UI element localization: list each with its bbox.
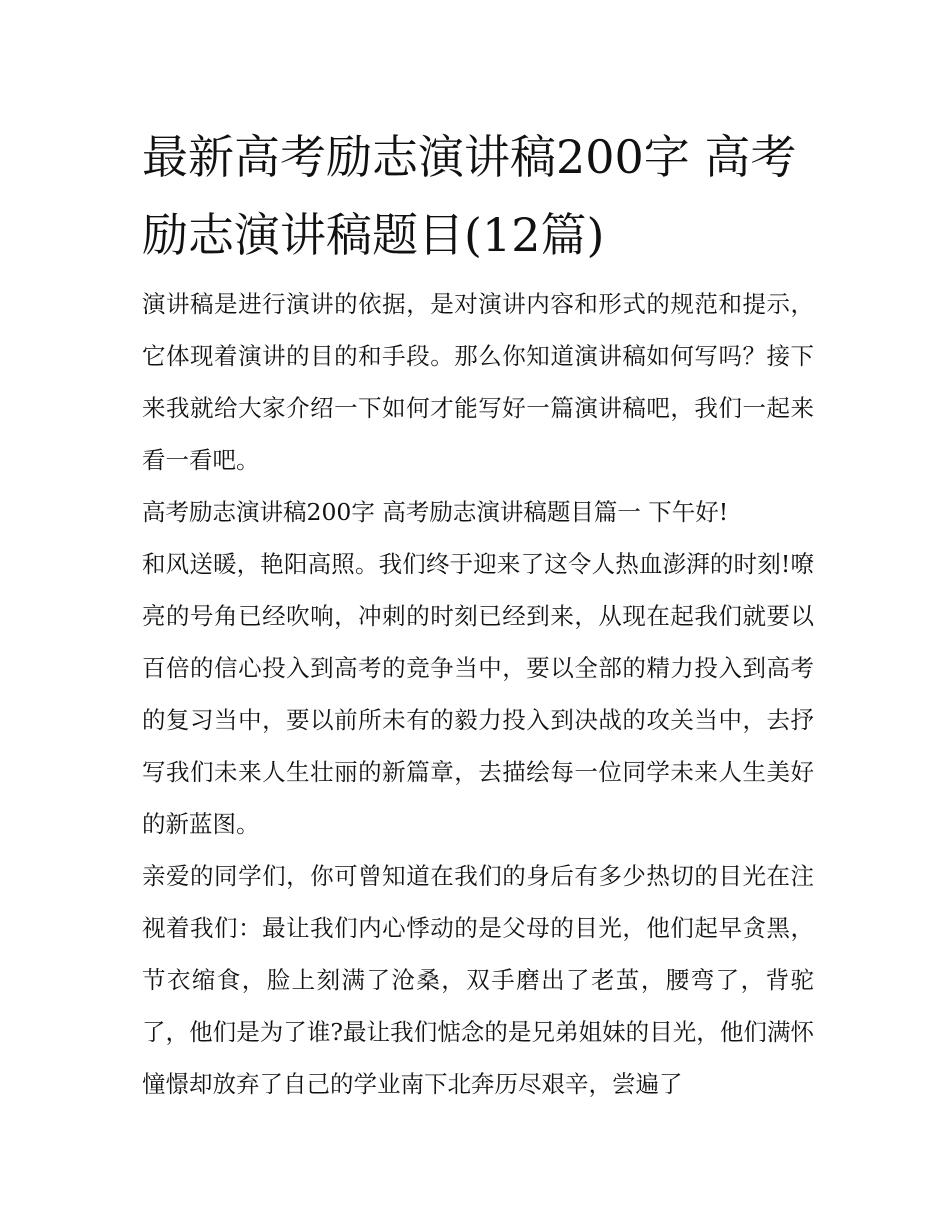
paragraph-body-2: 亲爱的同学们，你可曾知道在我们的身后有多少热切的目光在注视着我们：最让我们内心悸动的是父母的目光，他们起早贪黑，节衣缩食，脸上刻满了沧桑，双手磨出了老茧，腰弯了，背驼了，他们是为了谁?最让我们惦念的是兄弟姐妹的目光，他们满怀憧憬却放弃了自己的学业南下北奔历尽艰辛，尝遍了 [142, 862, 814, 1098]
paragraph-heading-1: 高考励志演讲稿200字 高考励志演讲稿题目篇一 下午好! [142, 498, 729, 526]
paragraph-intro: 演讲稿是进行演讲的依据，是对演讲内容和形式的规范和提示，它体现着演讲的目的和手段。那么你知道演讲稿如何写吗？接下来我就给大家介绍一下如何才能写好一篇演讲稿吧，我们一起来看一看吧。 [142, 290, 814, 474]
document-body [142, 118, 814, 1110]
paragraph-body-1: 和风送暖，艳阳高照。我们终于迎来了这令人热血澎湃的时刻!嘹亮的号角已经吹响，冲刺的时刻已经到来，从现在起我们就要以百倍的信心投入到高考的竞争当中，要以全部的精力投入到高考的复习当中，要以前所未有的毅力投入到决战的攻关当中，去抒写我们未来人生壮丽的新篇章，去描绘每一位同学未来人生美好的新蓝图。 [142, 550, 814, 838]
document-title: 最新高考励志演讲稿200字 高考励志演讲稿题目(12篇) [142, 130, 797, 262]
